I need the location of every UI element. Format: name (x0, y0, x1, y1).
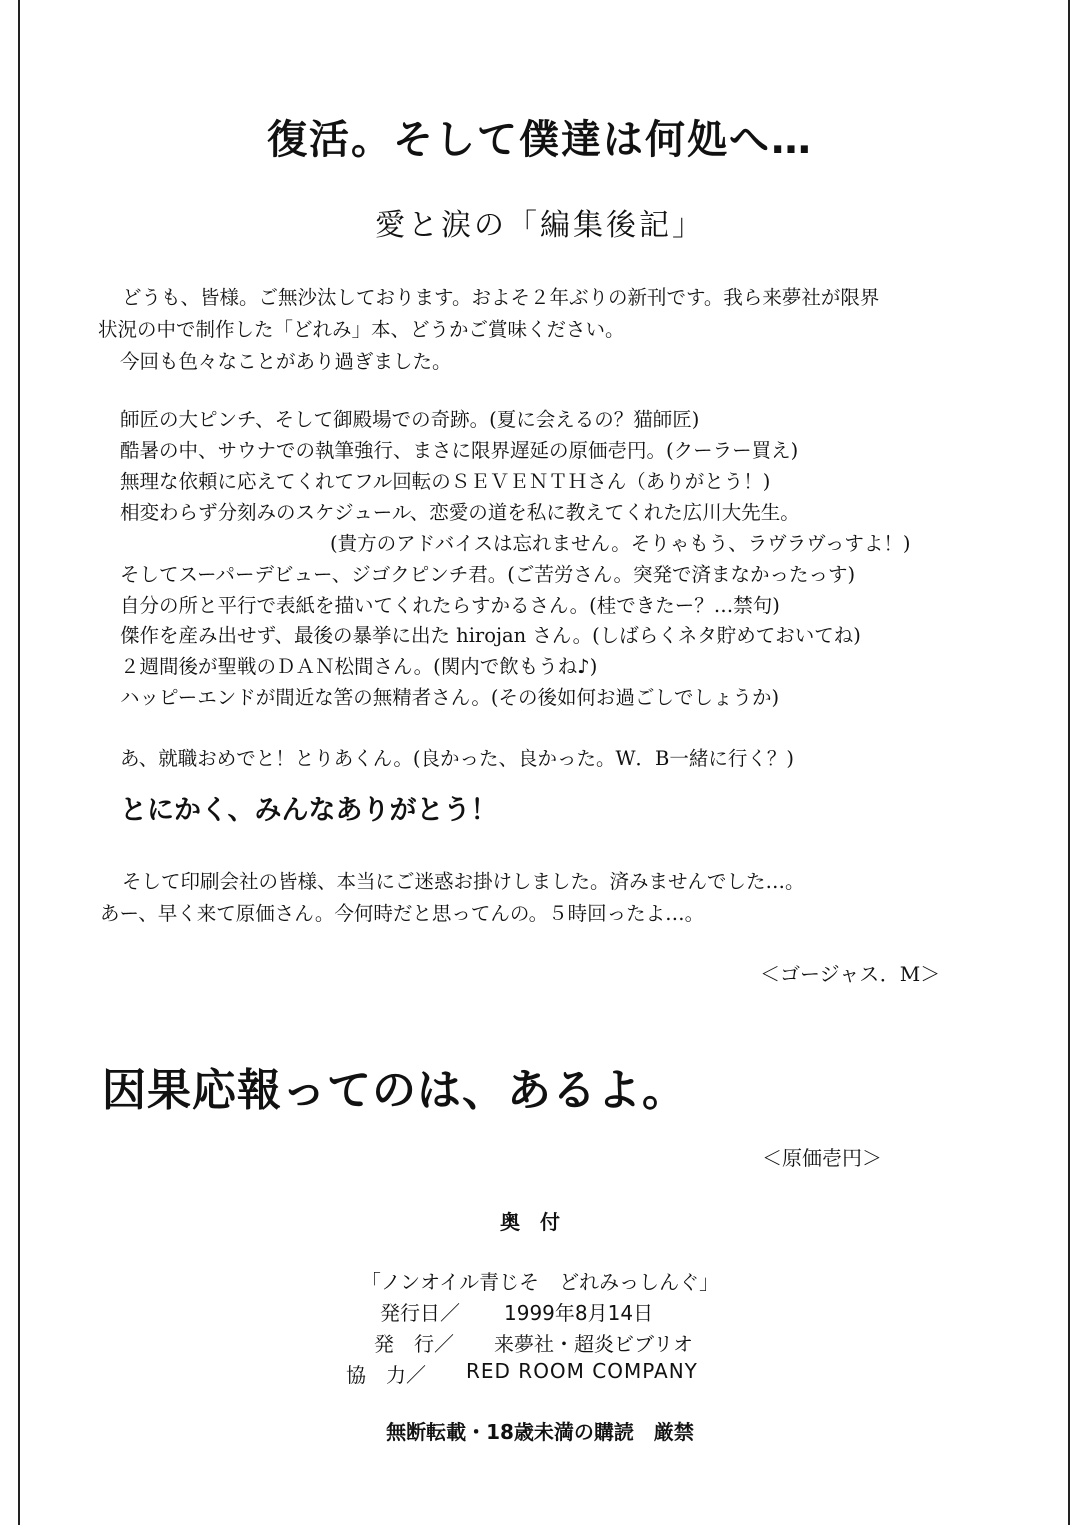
colophon-date-value: 1999年8月14日 (504, 1301, 654, 1325)
thanks-line: そしてスーパーデビュー、ジゴクピンチ君。(ご苦労さん。突発で済まなかったっす) (120, 563, 856, 586)
thanks-line: 相変わらず分刻みのスケジュール、恋愛の道を私に教えてくれた広川大先生。 (120, 501, 800, 524)
signature-genka: ＜原価壱円＞ (762, 1146, 882, 1170)
reprint-notice: 無断転載・18歳未満の購読 厳禁 (386, 1420, 694, 1444)
signature-gorgeous-m: ＜ゴージャス．M＞ (760, 962, 941, 986)
paragraph-line: 状況の中で制作した「どれみ」本、どうかご賞味ください。 (98, 318, 625, 341)
page-headline: 復活。そして僕達は何処へ… (267, 117, 813, 163)
thanks-line: 無理な依頼に応えてくれてフル回転のＳＥＶＥＮＴＨさん（ありがとう！) (120, 470, 771, 493)
paragraph-line: どうも、皆様。ご無沙汰しております。およそ２年ぶりの新刊です。我ら来夢社が限界 (122, 286, 880, 309)
second-headline: 因果応報ってのは、あるよ。 (102, 1065, 687, 1116)
congrats-line: あ、就職おめでと！とりあくん。(良かった、良かった。W．B一緒に行く？) (120, 747, 794, 770)
closing-line: あー、早く来て原価さん。今何時だと思ってんの。５時回ったよ…。 (100, 902, 705, 925)
colophon-date-label: 発行日／ (380, 1301, 460, 1325)
thanks-line: 師匠の大ピンチ、そして御殿場での奇跡。(夏に会えるの？猫師匠) (120, 408, 700, 431)
thanks-line: 自分の所と平行で表紙を描いてくれたらすかるさん。(桂できたー？…禁句) (120, 594, 780, 617)
thanks-line: 傑作を産み出せず、最後の暴挙に出た hirojan さん。(しばらくネタ貯めておいてね) (120, 624, 861, 647)
thanks-line: (貴方のアドバイスは忘れません。そりゃもう、ラヴラヴっすよ！) (330, 532, 911, 555)
thanks-line: 酷暑の中、サウナでの執筆強行、まさに限界遅延の原価壱円。(クーラー買え) (120, 439, 799, 462)
colophon-cooperation-value: RED ROOM COMPANY (466, 1359, 698, 1383)
colophon-publisher-label: 発 行／ (374, 1332, 454, 1356)
afterword-subheading: 愛と涙の「編集後記」 (375, 208, 705, 243)
thanks-line: ２週間後が聖戦のＤＡＮ松間さん。(関内で飲もうね♪) (120, 655, 598, 678)
colophon-publisher-value: 来夢社・超炎ビブリオ (494, 1332, 693, 1356)
colophon-book-title: 「ノンオイル青じそ どれみっしんぐ」 (360, 1270, 720, 1294)
thanks-line: ハッピーエンドが間近な筈の無精者さん。(その後如何お過ごしでしょうか) (120, 686, 780, 709)
closing-line: そして印刷会社の皆様、本当にご迷惑お掛けしました。済みませんでした…。 (122, 870, 805, 893)
paragraph-line: 今回も色々なことがあり過ぎました。 (120, 350, 452, 373)
colophon-cooperation-label: 協 力／ (346, 1363, 426, 1387)
bold-thanks: とにかく、みんなありがとう！ (120, 795, 498, 826)
colophon-title: 奥付 (500, 1210, 580, 1234)
